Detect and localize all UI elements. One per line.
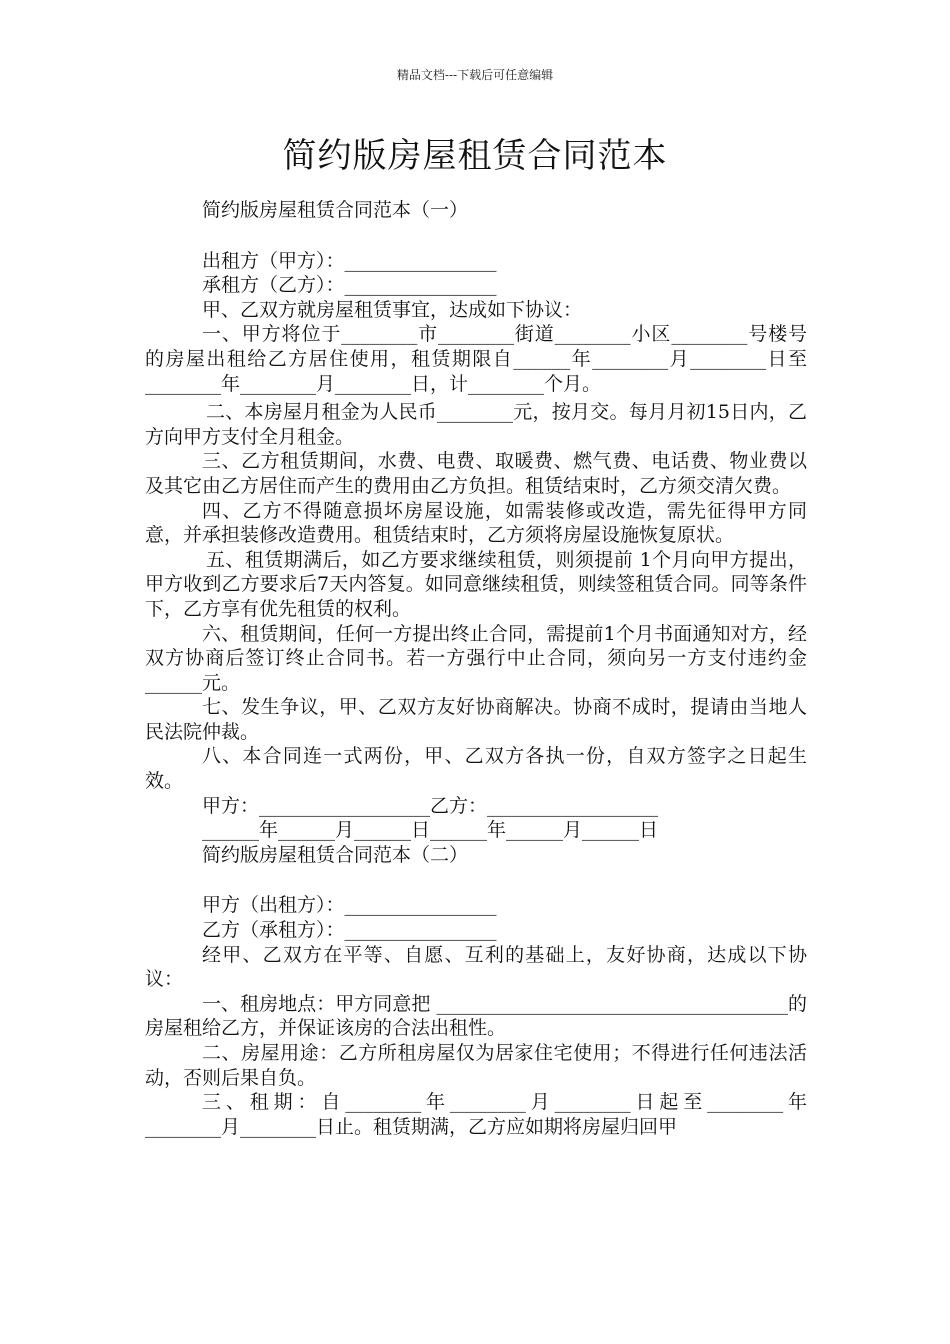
- party-b-line: 乙方（承租方）：________________: [202, 919, 497, 942]
- clause-3: 三、乙方租赁期间，水费、电费、取暖费、燃气费、电话费、物业费以及其它由乙方居住而产生的费用由乙方负担。租赁结束时，乙方须交清欠费。: [145, 450, 807, 497]
- clause-6: 六、租赁期间，任何一方提出终止合同，需提前1个月书面通知对方，经双方协商后签订终止合同书。若一方强行中止合同，须向另一方支付违约金______元。: [145, 622, 807, 694]
- clause-5: 五、租赁期满后，如乙方要求继续租赁，则须提前 1个月向甲方提出，甲方收到乙方要求后7天内答复。如同意继续租赁，则续签租赁合同。同等条件下，乙方享有优先租赁的权利。: [145, 548, 807, 620]
- section-heading-2: 简约版房屋租赁合同范本（二）: [202, 843, 469, 866]
- clause-7: 七、发生争议，甲、乙双方友好协商解决。协商不成时，提请由当地人民法院仲裁。: [145, 696, 807, 743]
- agreement-intro-2: 经甲、乙双方在平等、自愿、互利的基础上，友好协商，达成以下协议：: [145, 943, 807, 991]
- clause-8: 八、本合同连一式两份，甲、乙双方各执一份，自双方签字之日起生效。: [145, 745, 807, 793]
- date-line: ______年______月______日______年______月______日: [202, 819, 659, 842]
- clause-2-3: 三、租期：自________年________月________日起至________年________月________日止。租赁期满，乙方应如期将房屋归回甲: [145, 1091, 807, 1138]
- clause-2: 二、本房屋月租金为人民币________元，按月交。每月月初15日内，乙方向甲方支付全月租金。: [145, 401, 807, 448]
- agreement-intro: 甲、乙双方就房屋租赁事宜，达成如下协议：: [202, 298, 583, 321]
- section-heading-1: 简约版房屋租赁合同范本（一）: [202, 199, 469, 221]
- document-body: [145, 198, 807, 1139]
- document-title: 简约版房屋租赁合同范本: [282, 136, 668, 176]
- header-note: 精品文档---下载后可任意编辑: [396, 68, 554, 82]
- lessee-line: 承租方（乙方）：________________: [202, 274, 497, 297]
- lessor-line: 出租方（甲方）：________________: [202, 249, 497, 272]
- party-a-line: 甲方（出租方）：________________: [202, 894, 497, 917]
- signature-line: 甲方：__________________乙方：__________________: [202, 794, 659, 817]
- clause-2-2: 二、房屋用途：乙方所租房屋仅为居家住宅使用；不得进行任何违法活动，否则后果自负。: [145, 1042, 807, 1089]
- clause-1: 一、甲方将位于________市________街道________小区________号楼号的房屋出租给乙方居住使用，租赁期限自______年________月________日至________年________月________日，计________个月。: [145, 323, 807, 395]
- clause-2-1: 一、租房地点：甲方同意把 _____________________________________的房屋租给乙方，并保证该房的合法出租性。: [145, 992, 807, 1040]
- clause-4: 四、乙方不得随意损坏房屋设施，如需装修或改造，需先征得甲方同意，并承担装修改造费用。租赁结束时，乙方须将房屋设施恢复原状。: [145, 499, 807, 547]
